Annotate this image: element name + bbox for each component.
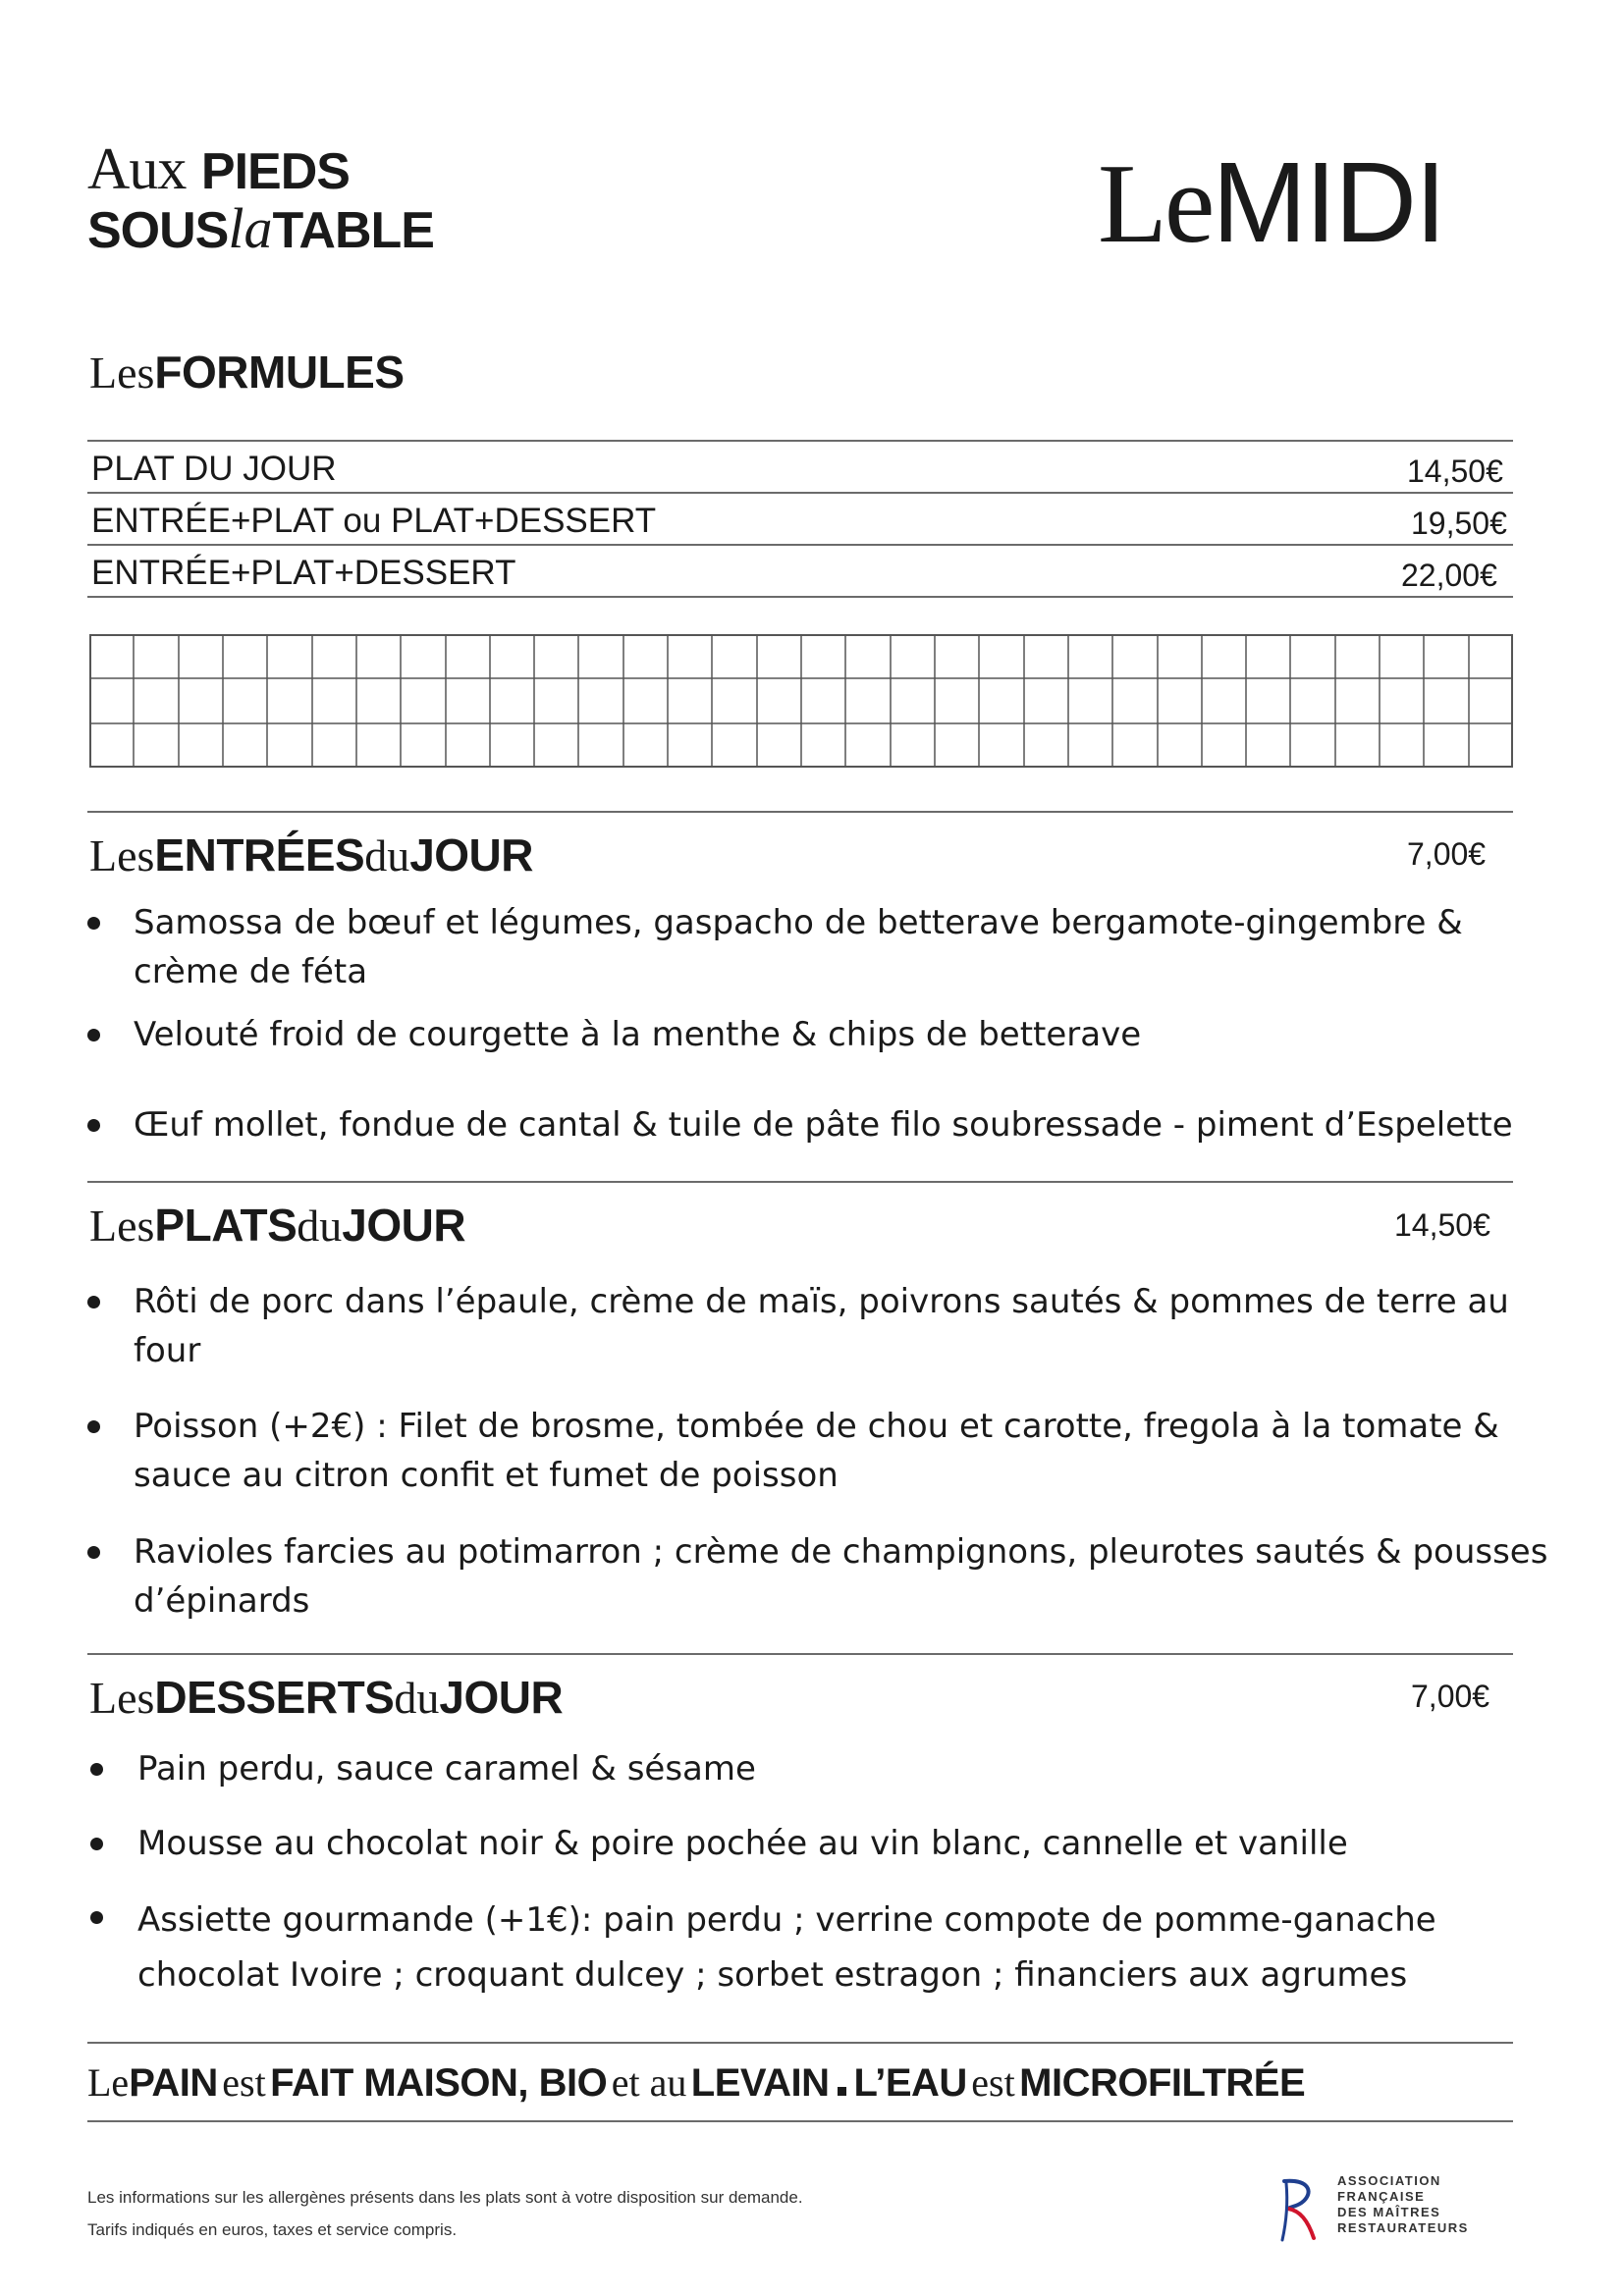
divider bbox=[87, 2042, 1513, 2044]
bullet-icon bbox=[87, 1546, 100, 1559]
title-du: du bbox=[364, 830, 410, 881]
plat-item: Poisson (+2€) : Filet de brosme, tombée de chou et carotte, fregola à la tomate & sauce au citron confit et fumet de poisson bbox=[134, 1407, 1499, 1495]
footer-banner bbox=[87, 2060, 1306, 2105]
formule-row-label: PLAT DU JOUR bbox=[91, 450, 337, 488]
section-title-plats bbox=[89, 1202, 465, 1249]
logo-left-word-table: TABLE bbox=[272, 202, 434, 259]
bullet-icon bbox=[90, 1838, 103, 1850]
dessert-item: Assiette gourmande (+1€): pain perdu ; verrine compote de pomme-ganache chocolat Ivoire ; croquant dulcey ; sorbet estragon ; financiers aux agrumes bbox=[137, 1900, 1436, 1995]
title-les: Les bbox=[89, 1201, 155, 1251]
desserts-price: 7,00€ bbox=[1411, 1679, 1490, 1714]
title-desserts: DESSERTS bbox=[154, 1672, 395, 1723]
formule-row-label: ENTRÉE+PLAT ou PLAT+DESSERT bbox=[91, 502, 657, 540]
title-les: Les bbox=[89, 830, 155, 881]
logo-left-word-aux: Aux bbox=[87, 136, 187, 201]
bullet-icon bbox=[87, 1296, 100, 1308]
loyalty-stamp-grid bbox=[89, 634, 1513, 768]
bullet-icon bbox=[90, 1911, 103, 1924]
formule-row-label: ENTRÉE+PLAT+DESSERT bbox=[91, 554, 516, 592]
logo-left-word-sous: SOUS bbox=[87, 202, 229, 259]
section-title-desserts bbox=[89, 1672, 564, 1723]
entrees-price: 7,00€ bbox=[1407, 836, 1487, 872]
plats-price: 14,50€ bbox=[1394, 1207, 1490, 1243]
logo-left-word-pieds: PIEDS bbox=[200, 143, 350, 200]
title-entrees: ENTRÉES bbox=[154, 829, 365, 881]
banner-word: MICROFILTRÉE bbox=[1019, 2061, 1306, 2105]
title-formules: FORMULES bbox=[154, 347, 405, 398]
divider bbox=[87, 440, 1513, 442]
plat-item: Rôti de porc dans l’épaule, crème de maïs, poivrons sautés & pommes de terre au four bbox=[134, 1282, 1509, 1370]
association-name bbox=[1337, 2173, 1469, 2236]
dessert-item: Mousse au chocolat noir & poire pochée au vin blanc, cannelle et vanille bbox=[137, 1824, 1348, 1863]
section-title-entrees bbox=[89, 829, 533, 881]
association-line: FRANÇAISE bbox=[1337, 2189, 1426, 2204]
title-du: du bbox=[297, 1201, 343, 1251]
stamp-grid-svg bbox=[89, 634, 1513, 768]
title-les: Les bbox=[89, 347, 155, 398]
divider bbox=[87, 1181, 1513, 1183]
formule-row-price: 22,00€ bbox=[1401, 558, 1497, 593]
banner-word: est bbox=[971, 2060, 1015, 2105]
logo-right-word-midi: MIDI bbox=[1212, 138, 1445, 266]
title-du: du bbox=[394, 1673, 440, 1723]
title-jour: JOUR bbox=[409, 829, 533, 881]
maitres-restaurateurs-logo-icon bbox=[1278, 2177, 1324, 2244]
bullet-icon bbox=[90, 1763, 103, 1776]
bullet-icon bbox=[87, 917, 100, 930]
association-line: ASSOCIATION bbox=[1337, 2173, 1441, 2188]
pricing-note: Tarifs indiqués en euros, taxes et service compris. bbox=[87, 2220, 458, 2239]
bullet-icon bbox=[87, 1119, 100, 1132]
divider bbox=[87, 811, 1513, 813]
logo-right-word-le: Le bbox=[1098, 141, 1213, 267]
title-plats: PLATS bbox=[154, 1200, 298, 1251]
divider bbox=[87, 596, 1513, 598]
dessert-item: Pain perdu, sauce caramel & sésame bbox=[137, 1749, 756, 1789]
section-title-formules bbox=[89, 349, 405, 396]
banner-word: PAIN bbox=[129, 2061, 218, 2105]
banner-word: et au bbox=[611, 2060, 687, 2105]
logo-le-midi bbox=[1098, 138, 1445, 267]
entree-item: Velouté froid de courgette à la menthe & chips de betterave bbox=[134, 1015, 1142, 1054]
entree-item: Œuf mollet, fondue de cantal & tuile de pâte filo soubressade - piment d’Espelette bbox=[134, 1105, 1513, 1145]
association-line: RESTAURATEURS bbox=[1337, 2220, 1469, 2235]
banner-word: LEVAIN bbox=[690, 2061, 830, 2105]
bullet-icon bbox=[87, 1029, 100, 1041]
title-jour: JOUR bbox=[439, 1672, 564, 1723]
logo-aux-pieds-sous-la-table bbox=[87, 136, 434, 260]
plat-item: Ravioles farcies au potimarron ; crème de champignons, pleurotes sautés & pousses d’épinards bbox=[134, 1532, 1548, 1621]
entree-item: Samossa de bœuf et légumes, gaspacho de betterave bergamote-gingembre & crème de féta bbox=[134, 903, 1463, 991]
divider bbox=[87, 492, 1513, 494]
square-separator-icon bbox=[838, 2087, 846, 2096]
title-jour: JOUR bbox=[342, 1200, 466, 1251]
banner-word: L’EAU bbox=[853, 2061, 967, 2105]
banner-word: FAIT MAISON, BIO bbox=[270, 2061, 608, 2105]
divider bbox=[87, 544, 1513, 546]
formule-row-price: 14,50€ bbox=[1407, 454, 1503, 489]
formule-row-price: 19,50€ bbox=[1411, 506, 1507, 541]
banner-word: est bbox=[222, 2060, 266, 2105]
divider bbox=[87, 2120, 1513, 2122]
association-line: DES MAÎTRES bbox=[1337, 2205, 1441, 2219]
divider bbox=[87, 1653, 1513, 1655]
bullet-icon bbox=[87, 1420, 100, 1433]
allergen-note: Les informations sur les allergènes présents dans les plats sont à votre disposition sur demande. bbox=[87, 2188, 803, 2207]
logo-left-word-la: la bbox=[228, 196, 273, 260]
banner-word: Le bbox=[87, 2060, 130, 2105]
title-les: Les bbox=[89, 1673, 155, 1723]
